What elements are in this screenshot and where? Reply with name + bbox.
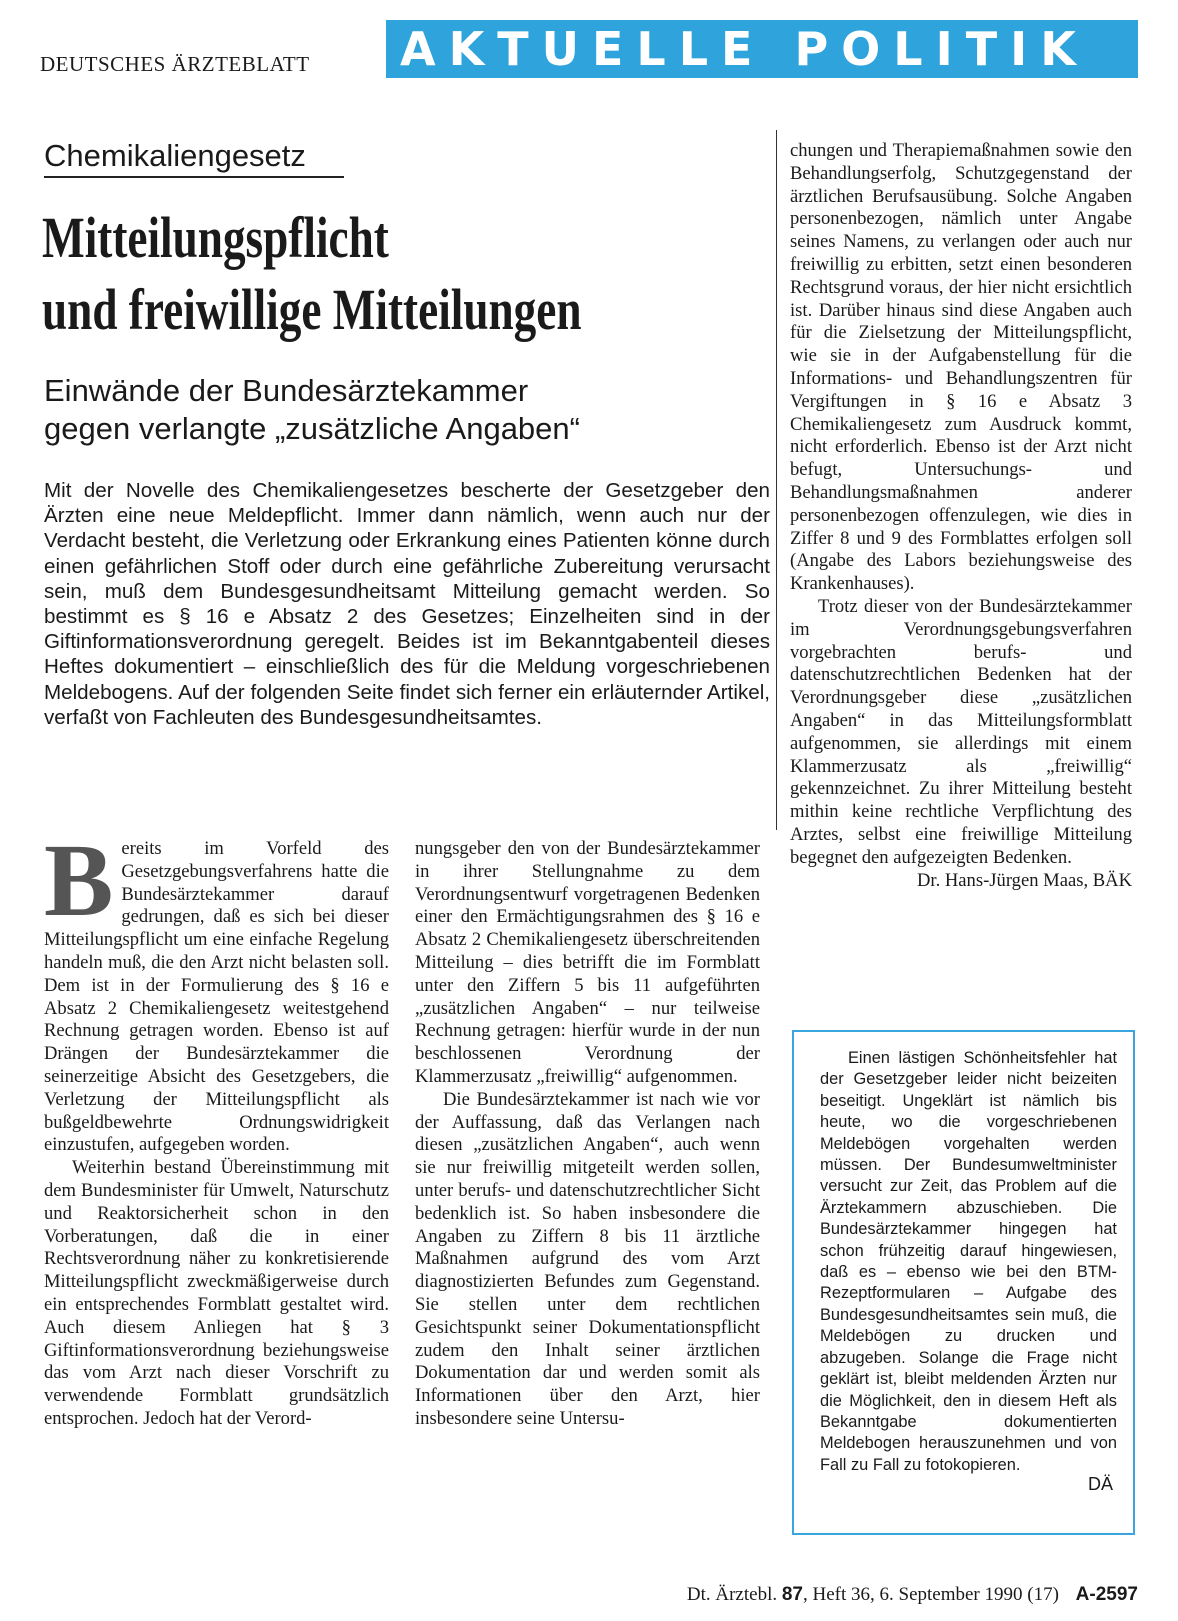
body-paragraph: Die Bundesärztekammer ist nach wie vor der Auffassung, daß das Verlangen nach diesen „zusätzlichen Angaben“, auch wenn sie nur freiwillig mitgeteilt werden sollen, unter berufs- und datenschutzrechtlicher Sicht bedenklich ist. So haben insbesondere die Angaben zu Ziffern 8 bis 11 ärztliche Maßnahmen aufgrund des vom Arzt diagnostizierten Befundes zum Gegenstand. Sie stellen unter dem rechtlichen Gesichtspunkt seiner Dokumentationspflicht zudem den Inhalt seiner ärztlichen Dokumentation dar und werden somit als Informationen über den Arzt, hier insbesondere seine Untersu- — [415, 1088, 760, 1429]
note-paragraph: Einen lästigen Schönheitsfehler hat der Gesetzgeber leider nicht beizeiten beseitigt. Ungeklärt ist nämlich bis heute, wo die vorgeschriebenen Meldebögen vorgehalten werden müssen. Der Bundesumweltminister versucht zur Zeit, das Problem auf die Ärztekammern abzuschieben. Die Bundesärztekammer hingegen hat schon frühzeitig darauf hingewiesen, daß es – ebenso wie bei den BTM-Rezeptformularen – Aufgabe des Bundesgesundheitsamtes sein muß, die Meldebögen zu drucken und abzugeben. Solange die Frage nicht geklärt ist, bleibt meldenden Ärzten nur die Möglichkeit, den in diesem Heft als Bekanntgabe dokumentierten Meldebogen herauszunehmen und von Fall zu Fall zu fotokopieren. — [820, 1049, 1117, 1474]
author-signature: Dr. Hans-Jürgen Maas, BÄK — [916, 869, 1132, 891]
footer-journal: Dt. Ärztebl. — [686, 1584, 778, 1605]
drop-cap: B — [44, 823, 114, 938]
editorial-note-box — [792, 1030, 1135, 1535]
footer-volume: 87 — [781, 1584, 803, 1605]
body-paragraph: ereits im Vorfeld des Gesetzgebungsverfahrens hatte die Bundesärztekammer darauf gedrungen, daß es sich bei dieser Mitteilungspflicht um eine einfache Regelung handeln muß, die den Arzt nicht belasten soll. Dem ist in der Formulierung des § 16 e Absatz 2 Chemikaliengesetz weitestgehend Rechnung getragen worden. Ebenso ist auf Drängen der Bundesärztekammer die seinerzeitige Absicht des Gesetzgebers, die Verletzung der Mitteilungspflicht als bußgeldbewehrte Ordnungswidrigkeit einzustufen, aufgegeben worden. — [44, 838, 389, 1156]
body-paragraph: Trotz dieser von der Bundesärztekammer im Verordnungsgebungsverfahren vorgebrachten berufs- und datenschutzrechtlichen Bedenken hat der Verordnungsgeber diese „zusätzlichen Angaben“ in das Mitteilungsformblatt aufgenommen, sie allerdings mit einem Klammerzusatz als „freiwillig“ gekennzeichnet. Zu ihrer Mitteilung besteht mithin keine rechtliche Verpflichtung des Arztes, selbst eine freiwillige Mitteilung begegnet den aufgezeigten Bedenken. — [790, 595, 1132, 868]
editorial-note-signature: DÄ — [1087, 1474, 1113, 1495]
body-paragraph: nungsgeber den von der Bundesärztekammer in ihrer Stellungnahme zu dem Verordnungsentwurf vorgetragenen Bedenken einer den Ermächtigungsrahmen des § 16 e Absatz 2 Chemikaliengesetz überschreitenden Mitteilung – dies betrifft die im Formblatt unter den Ziffern 5 bis 11 aufgeführten „zusätzlichen Angaben“ – nur teilweise Rechnung getragen: hierfür wurde in der nun beschlossenen Verordnung der Klammerzusatz „freiwillig“ aufgenommen. — [415, 838, 760, 1087]
masthead: DEUTSCHES ÄRZTEBLATT — [40, 52, 310, 76]
headline-line-2: und freiwillige Mitteilungen — [42, 277, 582, 342]
article-subhead — [44, 372, 774, 448]
subhead-line-1: Einwände der Bundesärztekammer — [44, 373, 529, 408]
subhead-line-2: gegen verlangte „zusätzliche Angaben“ — [44, 411, 580, 446]
footer-page-number: A-2597 — [1075, 1584, 1138, 1605]
headline-line-1: Mitteilungspflicht — [42, 205, 389, 270]
article-headline — [42, 202, 619, 346]
body-paragraph: Weiterhin bestand Übereinstimmung mit dem Bundesminister für Umwelt, Naturschutz und Reaktorsicherheit schon in den Vorberatungen, daß die in einer Rechtsverordnung näher zu konkretisierende Mitteilungspflicht zweckmäßigerweise durch ein entsprechendes Formblatt gestaltet wird. Auch diesem Anliegen hat § 3 Giftinformationsverordnung beziehungsweise das vom Arzt nach dieser Vorschrift zu verwendende Formblatt grundsätzlich entsprochen. Jedoch hat der Verord- — [44, 1157, 389, 1429]
page-footer: Dt. Ärztebl. 87, Heft 36, 6. September 1990 (17) A-2597 — [686, 1584, 1138, 1605]
editorial-note-text — [820, 1048, 1117, 1476]
body-column-middle — [415, 838, 760, 1431]
column-divider — [776, 130, 777, 830]
article-rubric: Chemikaliengesetz — [44, 138, 344, 178]
body-column-left — [44, 823, 389, 1431]
body-paragraph: chungen und Therapiemaßnahmen sowie den Behandlungserfolg, Schutzgegenstand der ärztlichen Berufsausübung. Solche Angaben personenbezogen, nämlich unter Angabe seines Namens, zu verlangen oder auch nur freiwillig zu erbitten, setzt einen besonderen Rechtsgrund voraus, der hier nicht ersichtlich ist. Darüber hinaus sind diese Angaben auch für die Zielsetzung der Mitteilungspflicht, wie sie in der Aufgabenstellung für die Informations- und Behandlungszentren für Vergiftungen in § 16 e Absatz 3 Chemikaliengesetz zum Ausdruck kommt, nicht erforderlich. Ebenso ist der Arzt nicht befugt, Untersuchungs- und Behandlungsmaßnahmen anderer personenbezogen offenzulegen, wie dies in Ziffer 8 und 9 des Formblattes erfolgen soll (Angabe des Labors beziehungsweise des Krankenhauses). — [790, 140, 1132, 595]
section-banner: AKTUELLE POLITIK — [386, 20, 1138, 78]
article-lead: Mit der Novelle des Chemikaliengesetzes bescherte der Gesetzgeber den Ärzten eine neue Meldepflicht. Immer dann nämlich, wenn auch nur der Verdacht besteht, die Verletzung oder Erkrankung eines Patienten könne durch einen gefährlichen Stoff oder durch eine gefährliche Zubereitung verursacht sein, muß dem Bundesgesundheitsamt Mitteilung gemacht werden. So bestimmt es § 16 e Absatz 2 des Gesetzes; Einzelheiten sind in der Giftinformationsverordnung geregelt. Beides ist im Bekanntgabenteil dieses Heftes dokumentiert – einschließlich des für die Meldung vorgeschriebenen Meldebogens. Auf der folgenden Seite findet sich ferner ein erläuternder Artikel, verfaßt von Fachleuten des Bundesgesundheitsamtes. — [44, 479, 770, 729]
body-column-right — [790, 140, 1132, 892]
footer-issue: Heft 36, 6. September 1990 (17) — [812, 1584, 1059, 1605]
